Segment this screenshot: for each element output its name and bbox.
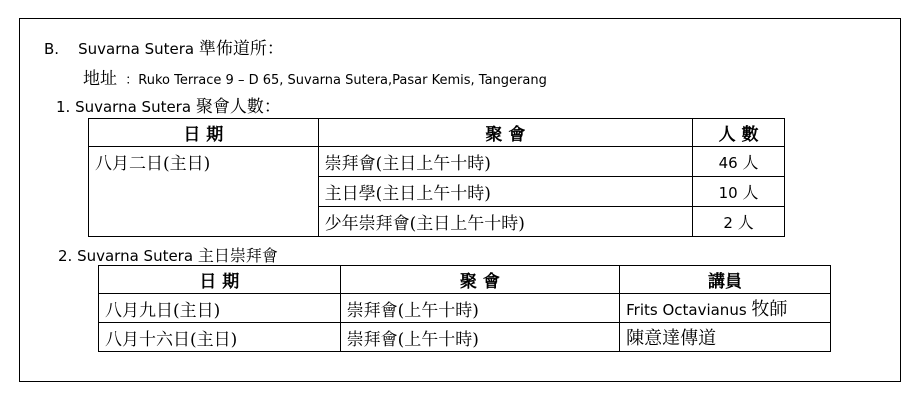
table-row (99, 323, 831, 352)
date-cell: 八月九日(主日) (99, 294, 341, 323)
section-2-heading (58, 243, 278, 266)
date-cell-empty (89, 207, 319, 237)
header-meeting: 聚 會 (340, 266, 619, 294)
attendance-table (88, 118, 785, 237)
count-cell: 2 人 (693, 207, 785, 237)
section-1-title: 聚會人數： (195, 97, 281, 117)
meeting-cell: 崇拜會(上午十時) (340, 294, 619, 323)
meeting-cell: 崇拜會(主日上午十時) (318, 147, 692, 177)
location-title: 準佈道所： (198, 39, 284, 59)
table-row (99, 294, 831, 323)
section-2-title: 主日崇拜會 (197, 246, 278, 265)
table-row (89, 207, 785, 237)
count-cell: 10 人 (693, 177, 785, 207)
date-cell: 八月二日(主日) (89, 147, 319, 177)
speaker-cell: 陳意達傳道 (620, 323, 831, 352)
header-meeting: 聚 會 (318, 119, 692, 147)
header-speaker: 講員 (620, 266, 831, 294)
table-header-row (89, 119, 785, 147)
table-row (89, 177, 785, 207)
count-cell: 46 人 (693, 147, 785, 177)
speaker-cell: Frits Octavianus 牧師 (620, 294, 831, 323)
section-b-heading (44, 34, 284, 59)
address-value: ：Ruko Terrace 9 – D 65, Suvarna Sutera,Pasar Kemis, Tangerang (125, 73, 547, 88)
date-cell-empty (89, 177, 319, 207)
meeting-cell: 主日學(主日上午十時) (318, 177, 692, 207)
header-date: 日 期 (89, 119, 319, 147)
meeting-cell: 少年崇拜會(主日上午十時) (318, 207, 692, 237)
header-date: 日 期 (99, 266, 341, 294)
section-1-prefix: 1. Suvarna Sutera (56, 98, 192, 116)
header-count: 人 數 (693, 119, 785, 147)
table-header-row (99, 266, 831, 294)
address-line (83, 64, 547, 89)
address-label: 地址 (83, 69, 117, 89)
table-row (89, 147, 785, 177)
date-cell: 八月十六日(主日) (99, 323, 341, 352)
section-2-prefix: 2. Suvarna Sutera (58, 247, 194, 265)
meeting-cell: 崇拜會(上午十時) (340, 323, 619, 352)
section-1-heading (56, 92, 281, 117)
section-letter: B. (44, 40, 60, 58)
sermon-table (98, 265, 831, 352)
location-name: Suvarna Sutera (78, 40, 195, 58)
